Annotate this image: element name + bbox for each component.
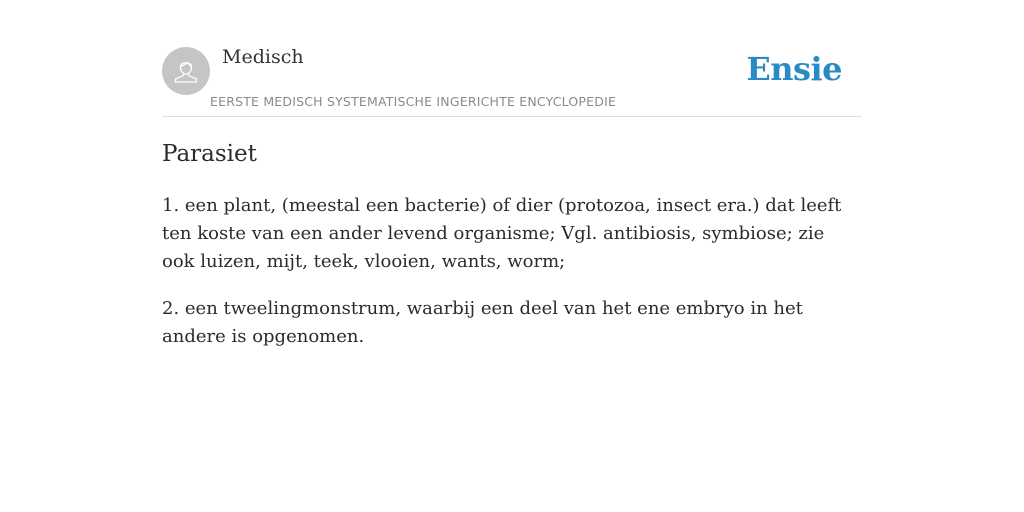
definition-2: 2. een tweelingmonstrum, waarbij een deel van het ene embryo in het andere is opgenomen. xyxy=(162,298,803,347)
source-subtitle: EERSTE MEDISCH SYSTEMATISCHE INGERICHTE ENCYCLOPEDIE xyxy=(210,94,617,109)
user-icon xyxy=(171,56,201,86)
avatar[interactable] xyxy=(162,47,210,95)
entry-header xyxy=(162,40,862,117)
author-name[interactable]: Medisch xyxy=(222,46,304,68)
entry-title: Parasiet xyxy=(162,141,257,167)
site-logo[interactable]: Ensie xyxy=(746,50,842,88)
definition-1: 1. een plant, (meestal een bacterie) of dier (protozoa, insect era.) dat leeft ten koste van een ander levend organisme; Vgl. antibiosis, symbiose; zie ook luizen, mijt, teek, vlooien, wants, worm; xyxy=(162,195,842,272)
entry-content xyxy=(162,138,862,370)
